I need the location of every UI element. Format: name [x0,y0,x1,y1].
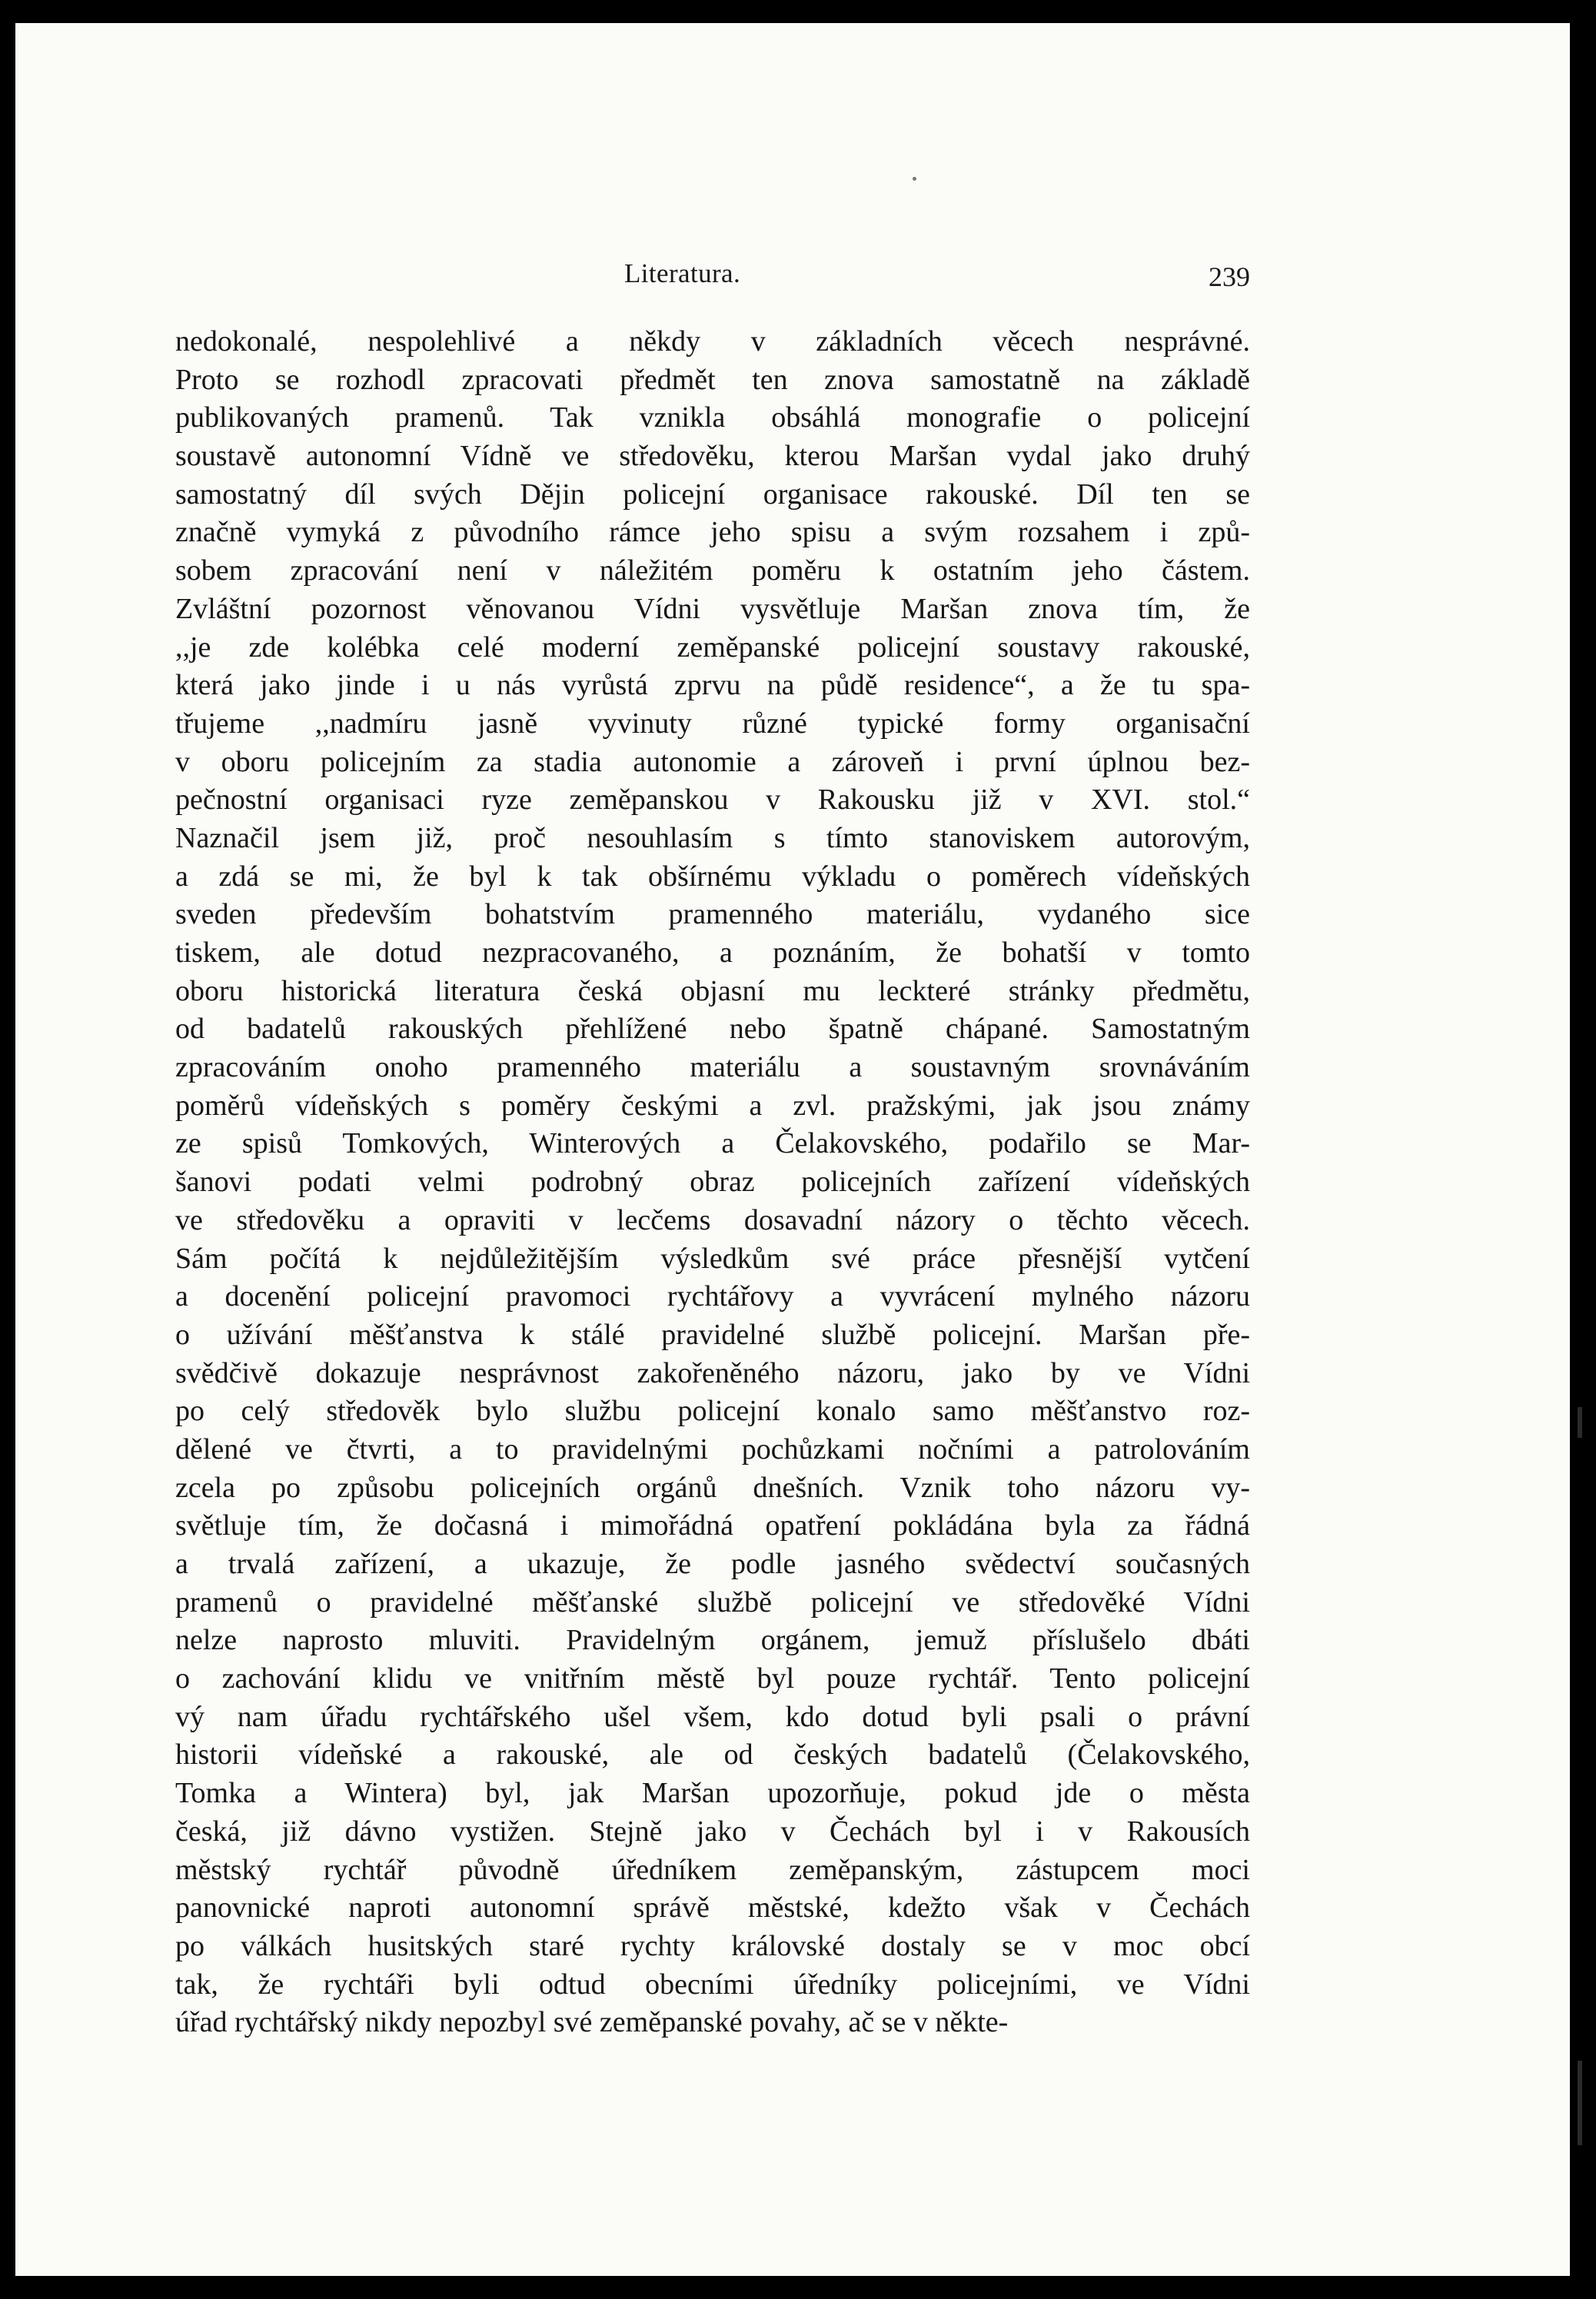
text-line: sobem zpracování není v náležitém poměru k ostatním jeho částem. [175,554,1250,587]
text-line: nelze naprosto mluviti. Pravidelným orgánem, jemuž příslušelo dbáti [175,1624,1250,1657]
text-line: o zachování klidu ve vnitřním městě byl pouze rychtář. Tento policejní [175,1662,1250,1695]
text-line: od badatelů rakouských přehlížené nebo špatně chápané. Samostatným [175,1013,1250,1046]
text-line: panovnické naproti autonomní správě městské, kdežto však v Čechách [175,1891,1250,1925]
text-line: městský rychtář původně úředníkem zeměpanským, zástupcem moci [175,1853,1250,1886]
text-line: ze spisů Tomkových, Winterových a Čelakovského, podařilo se Mar- [175,1127,1250,1160]
text-line: oboru historická literatura česká objasní mu leckteré stránky předmětu, [175,974,1250,1007]
text-line: třujeme ,,nadmíru jasně vyvinuty různé typické formy organisační [175,707,1250,740]
text-line: pramenů o pravidelné měšťanské službě policejní ve středověké Vídni [175,1585,1250,1619]
edge-mark [1578,2061,1582,2145]
text-line: publikovaných pramenů. Tak vznikla obsáhlá monografie o policejní [175,401,1250,434]
text-line: v oboru policejním za stadia autonomie a zároveň i první úplnou bez- [175,745,1250,778]
text-line: soustavě autonomní Vídně ve středověku, kterou Maršan vydal jako druhý [175,440,1250,473]
text-line: která jako jinde i u nás vyrůstá zprvu na půdě residence“, a že tu spa- [175,669,1250,702]
text-line: po celý středověk bylo službu policejní konalo samo měšťanstvo roz- [175,1395,1250,1428]
text-line: zcela po způsobu policejních orgánů dnešních. Vznik toho názoru vy- [175,1471,1250,1504]
text-line: ,,je zde kolébka celé moderní zeměpanské policejní soustavy rakouské, [175,630,1250,664]
body-text [175,323,1250,2042]
text-line: poměrů vídeňských s poměry českými a zvl. pražskými, jak jsou známy [175,1089,1250,1122]
text-line: tak, že rychtáři byli odtud obecními úředníky policejními, ve Vídni [175,1968,1250,2001]
text-line: Zvláštní pozornost věnovanou Vídni vysvětluje Maršan znova tím, že [175,592,1250,625]
text-line: světluje tím, že dočasná i mimořádná opatření pokládána byla za řádná [175,1509,1250,1542]
text-line: samostatný díl svých Dějin policejní organisace rakouské. Díl ten se [175,477,1250,511]
page-number: 239 [1209,261,1250,292]
text-line: dělené ve čtvrti, a to pravidelnými pochůzkami nočními a patrolováním [175,1432,1250,1466]
text-line: a trvalá zařízení, a ukazuje, že podle jasného svědectví současných [175,1548,1250,1580]
text-line: a docenění policejní pravomoci rychtářovy a vyvrácení mylného názoru [175,1280,1250,1313]
running-head [175,251,1250,297]
text-line: Naznačil jsem již, proč nesouhlasím s tímto stanoviskem autorovým, [175,821,1250,854]
text-line: sveden především bohatstvím pramenného materiálu, vydaného sice [175,898,1250,931]
text-line: česká, již dávno vystižen. Stejně jako v Čechách byl i v Rakousích [175,1815,1250,1848]
text-line: Sám počítá k nejdůležitějším výsledkům své práce přesnější vytčení [175,1242,1250,1275]
text-line: tiskem, ale dotud nezpracovaného, a poznáním, že bohatší v tomto [175,937,1250,969]
text-line: úřad rychtářský nikdy nepozbyl své zeměpanské povahy, ač se v někte- [175,2006,1009,2039]
running-title: Literatura. [624,258,741,288]
text-line: a zdá se mi, že byl k tak obšírnému výkladu o poměrech vídeňských [175,860,1250,893]
print-speck [913,177,916,181]
text-line: Tomka a Wintera) byl, jak Maršan upozorňuje, pokud jde o města [175,1777,1250,1810]
text-line: nedokonalé, nespolehlivé a někdy v základních věcech nesprávné. [175,325,1250,358]
text-line: po válkách husitských staré rychty královské dostaly se v moc obcí [175,1929,1250,1962]
text-line: značně vymyká z původního rámce jeho spisu a svým rozsahem i způ- [175,516,1250,549]
text-line: zpracováním onoho pramenného materiálu a soustavným srovnáváním [175,1051,1250,1084]
text-line: ve středověku a opraviti v lecčems dosavadní názory o těchto věcech. [175,1203,1250,1236]
text-line: svědčivě dokazuje nesprávnost zakořeněného názoru, jako by ve Vídni [175,1356,1250,1389]
text-line: vý nam úřadu rychtářského ušel všem, kdo dotud byli psali o právní [175,1700,1250,1733]
text-line: šanovi podati velmi podrobný obraz policejních zařízení vídeňských [175,1166,1250,1199]
text-line: o užívání měšťanstva k stálé pravidelné službě policejní. Maršan pře- [175,1318,1250,1351]
text-line: Proto se rozhodl zpracovati předmět ten znova samostatně na základě [175,363,1250,396]
text-line: historii vídeňské a rakouské, ale od českých badatelů (Čelakovského, [175,1738,1250,1772]
edge-mark [1578,1407,1582,1438]
text-line: pečnostní organisaci ryze zeměpanskou v Rakousku již v XVI. stol.“ [175,784,1250,817]
